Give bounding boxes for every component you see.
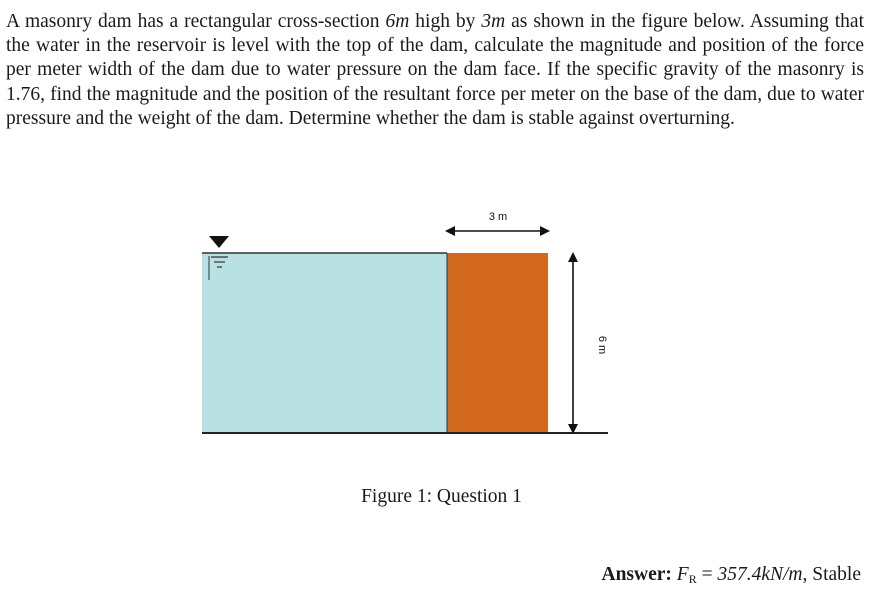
figure-caption: Figure 1: Question 1 bbox=[361, 486, 522, 507]
answer-label: Answer: bbox=[601, 564, 672, 585]
question-text bbox=[6, 10, 864, 131]
dam-figure bbox=[195, 200, 615, 445]
question-text-part: as shown in the figure below. Assuming that the water in the reservoir is level with the top of the dam, calculate the magnitude and position of the force per meter width of the dam due to water pressure on the dam face. If the specific gravity of the masonry is 1.76, find the magnitude and the position of the resultant force per meter on the base of the dam, due to water pressure and the weight of the dam. Determine whether the dam is stable against overturning. bbox=[6, 11, 864, 129]
answer-subscript: R bbox=[688, 572, 697, 586]
answer-equals: = bbox=[696, 564, 718, 585]
height-label: 6 m bbox=[596, 335, 608, 355]
masonry-dam bbox=[447, 253, 548, 433]
dam-height-value: 6m bbox=[385, 11, 410, 32]
answer-verdict: , Stable bbox=[802, 564, 861, 585]
answer-symbol: F bbox=[676, 564, 689, 585]
question-text-part: A masonry dam has a rectangular cross-section bbox=[6, 11, 386, 32]
dam-width-value: 3m bbox=[481, 11, 506, 32]
answer-line bbox=[601, 564, 861, 587]
width-dimension-arrow bbox=[445, 226, 550, 236]
water-reservoir bbox=[202, 253, 447, 433]
question-text-part: high by bbox=[409, 11, 482, 32]
height-dimension-arrow bbox=[568, 252, 578, 434]
width-label: 3 m bbox=[488, 211, 508, 223]
answer-value: 357.4kN/m bbox=[717, 564, 803, 585]
